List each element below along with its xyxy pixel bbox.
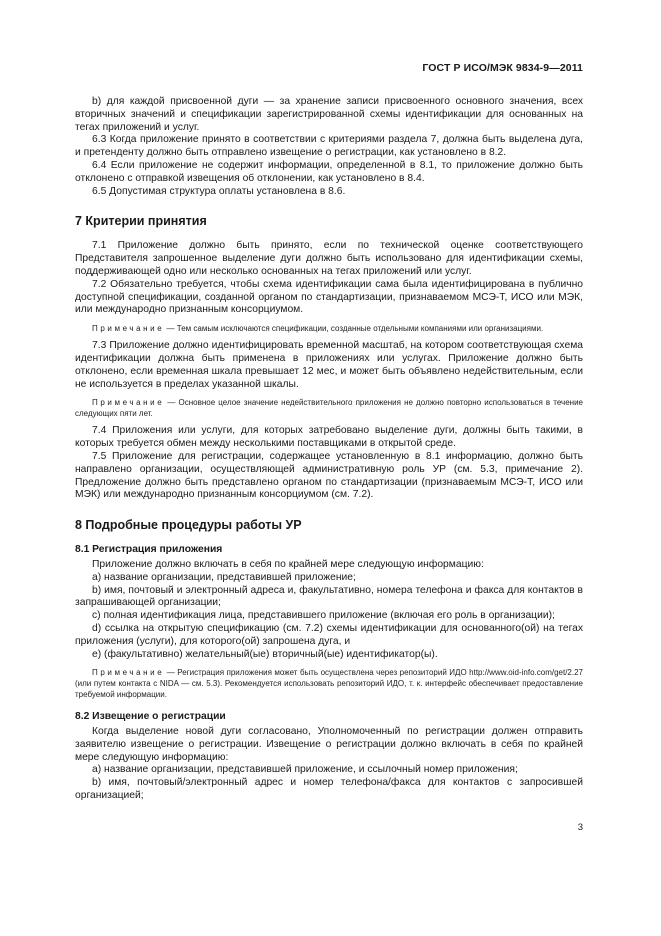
paragraph-7-5: 7.5 Приложение для регистрации, содержащее установленную в 8.1 информацию, должно быть направлено организации, осуществляющей административную роль УР (см. 5.3, примечание 2). Предложение должно быть представлено органом по стандартизации (признаваемым МСЭ-Т, ИСО или МЭК) или международно признанным консорциумом (см. 7.2). <box>75 450 583 501</box>
note-3-text: — Регистрация приложения может быть осуществлена через репозиторий ИДО http://www.oid-info.com/get/2.27 (или путем контакта с NIDA — см. 5.3). Рекомендуется использовать репозиторий ИДО, т. к. интерфейс обеспечивает предоставление требуемой информации. <box>75 668 583 700</box>
list-item-e: e) (факультативно) желательный(ые) вторичный(ые) идентификатор(ы). <box>92 648 438 660</box>
paragraph-8-2: Когда выделение новой дуги согласовано, Уполномоченный по регистрации должен отправить заявителю извещение о регистрации. Извещение о регистрации должно включать в себя по крайней мере следующую информацию: <box>75 726 583 763</box>
note-1 <box>75 323 583 334</box>
note-1-text: — Тем самым исключаются спецификации, созданные отдельными компаниями или организациями. <box>164 324 544 334</box>
paragraph-6-2-b: b) для каждой присвоенной дуги — за хранение записи присвоенного основного значения, всех вторичных значений и спецификации зарегистрированной схемы идентификации для основанных на тегах приложений и услуг. <box>75 96 583 133</box>
list-item-c: c) полная идентификация лица, представившего приложение (включая его роль в организации); <box>92 610 555 622</box>
list-item-b2: b) имя, почтовый/электронный адрес и номер телефона/факса для контактов с запросившей организацией; <box>75 777 583 802</box>
page-content <box>75 96 583 803</box>
list-item-d: d) ссылка на открытую спецификацию (см. 7.2) схемы идентификации для основанного(ой) на тегах приложения (услуги), для которого(ой) запрошена дуга, и <box>75 622 583 647</box>
section-8-heading: 8 Подробные процедуры работы УР <box>75 518 302 533</box>
note-2-text: — Основное целое значение недействительного приложения не должно повторно использоваться в течение следующих пяти лет. <box>75 398 583 419</box>
paragraph-8-1: Приложение должно включать в себя по крайней мере следующую информацию: <box>92 558 484 570</box>
section-7-heading: 7 Критерии принятия <box>75 214 207 229</box>
list-item-b: b) имя, почтовый и электронный адреса и, факультативно, номера телефона и факса для контактов в запрашивающей организации; <box>75 584 583 609</box>
paragraph-7-1: 7.1 Приложение должно быть принято, если по технической оценке соответствующего Представителя запрошенное выделение дуги должно быть использовано для идентификации схемы, поддерживающей одно или несколько основанных на тегах приложений или услуг. <box>75 240 583 277</box>
note-1-label: Примечание <box>92 324 165 334</box>
paragraph-7-4: 7.4 Приложения или услуги, для которых затребовано выделение дуги, должны быть такими, в которых требуется обмен между несколькими поставщиками в открытой среде. <box>75 425 583 450</box>
paragraph-7-2: 7.2 Обязательно требуется, чтобы схема идентификации сама была идентифицирована в публично доступной спецификации, созданной органом по стандартизации, признаваемом МСЭ-Т, ИСО или МЭК, или международно признанным консорциумом. <box>75 278 583 316</box>
standard-code-header: ГОСТ Р ИСО/МЭК 9834-9—2011 <box>422 62 583 74</box>
paragraph-6-4: 6.4 Если приложение не содержит информации, определенной в 8.1, то приложение должно быть отклонено с отправкой извещения об отклонении, как установлено в 8.4. <box>75 159 583 184</box>
paragraph-7-3: 7.3 Приложение должно идентифицировать временной масштаб, на котором соответствующая схема идентификации должна быть применена в приложениях или услугах. Приложение должно быть отклонено, если временная шкала превышает 12 мес, и может быть объявлено недействительным, если не используется в пределах указанной шкалы. <box>75 340 583 390</box>
subsection-8-2-heading: 8.2 Извещение о регистрации <box>75 711 226 723</box>
note-3-label: Примечание <box>92 668 165 678</box>
paragraph-6-5: 6.5 Допустимая структура оплаты установлена в 8.6. <box>92 185 346 197</box>
subsection-8-1-heading: 8.1 Регистрация приложения <box>75 544 223 556</box>
list-item-a2: a) название организации, представившей приложение, и ссылочный номер приложения; <box>92 764 518 776</box>
paragraph-6-3: 6.3 Когда приложение принято в соответствии с критериями раздела 7, должна быть выделена дуга, и претенденту должно быть отправлено извещение о регистрации, как установлено в 8.2. <box>75 134 583 159</box>
page-number: 3 <box>577 822 583 833</box>
note-2-label: Примечание <box>92 398 165 408</box>
note-2 <box>75 397 583 419</box>
list-item-a: a) название организации, представившей приложение; <box>92 571 356 583</box>
note-3 <box>75 667 583 700</box>
